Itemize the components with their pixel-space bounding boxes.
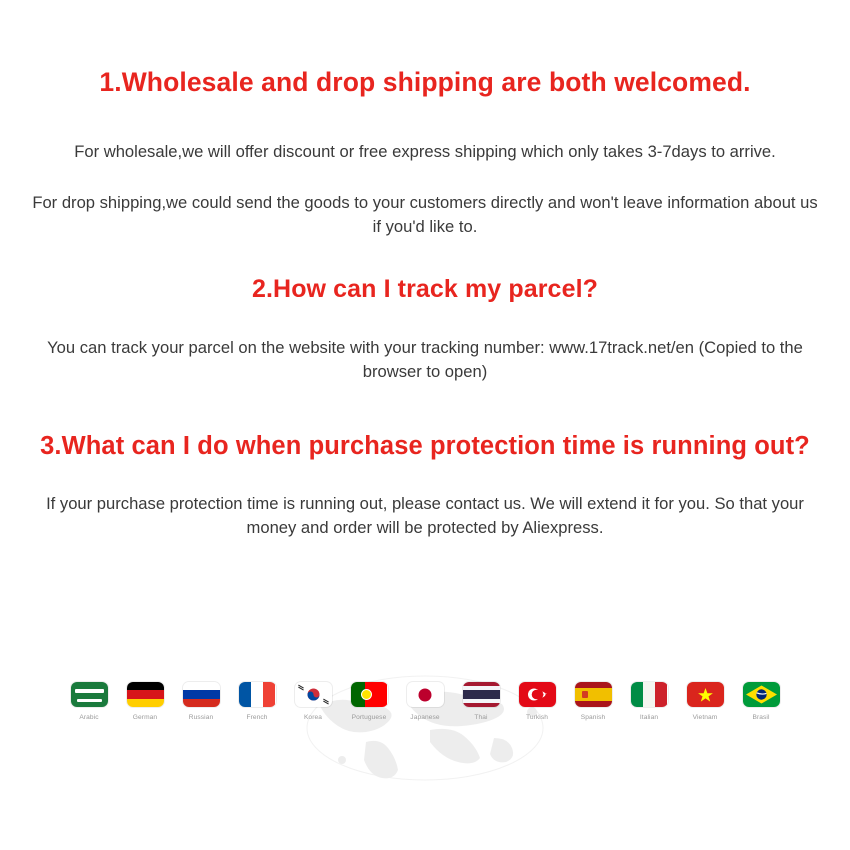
- language-item-japanese[interactable]: [404, 682, 446, 721]
- spacer: [22, 165, 828, 191]
- language-label: Spanish: [580, 714, 606, 721]
- language-item-spanish[interactable]: [572, 682, 614, 721]
- language-item-arabic[interactable]: [68, 682, 110, 721]
- faq-paragraph-2-1: You can track your parcel on the website with your tracking number: www.17track.net/en (Copied to the browser to open): [47, 338, 803, 382]
- language-item-portuguese[interactable]: [348, 682, 390, 721]
- faq-paragraph-1-1: For wholesale,we will offer discount or free express shipping which only takes 3-7days to arrive.: [74, 142, 776, 162]
- language-label: Italian: [639, 714, 659, 721]
- spacer: [22, 98, 828, 140]
- turkey-flag-icon: [519, 682, 556, 707]
- language-label: Thai: [474, 714, 488, 721]
- italy-flag-icon: [631, 682, 668, 707]
- language-label: German: [132, 714, 158, 721]
- language-label: Portuguese: [351, 714, 387, 721]
- language-label: Russian: [188, 714, 214, 721]
- faq-heading-1: 1.Wholesale and drop shipping are both welcomed.: [99, 67, 751, 97]
- south-korea-flag-icon: [295, 682, 332, 707]
- language-item-german[interactable]: [124, 682, 166, 721]
- germany-flag-icon: [127, 682, 164, 707]
- language-item-thai[interactable]: [460, 682, 502, 721]
- language-item-french[interactable]: [236, 682, 278, 721]
- vietnam-flag-icon: [687, 682, 724, 707]
- language-flags-strip: [0, 672, 850, 792]
- thailand-flag-icon: [463, 682, 500, 707]
- language-item-vietnam[interactable]: [684, 682, 726, 721]
- language-label: Turkish: [525, 714, 549, 721]
- spacer: [22, 462, 828, 492]
- language-label: Korea: [303, 714, 323, 721]
- portugal-flag-icon: [351, 682, 388, 707]
- language-label: French: [246, 714, 268, 721]
- language-item-brasil[interactable]: [740, 682, 782, 721]
- japan-flag-icon: [407, 682, 444, 707]
- russia-flag-icon: [183, 682, 220, 707]
- faq-paragraph-3-1: If your purchase protection time is running out, please contact us. We will extend it for you. So that your money and order will be protected by Aliexpress.: [46, 493, 804, 538]
- spacer: [22, 385, 828, 431]
- language-label: Arabic: [79, 714, 99, 721]
- language-label: Brasil: [752, 714, 770, 721]
- faq-paragraph-1-2: For drop shipping,we could send the goods to your customers directly and won't leave information about us if you'd like to.: [32, 192, 818, 237]
- language-label: Vietnam: [692, 714, 718, 721]
- spain-flag-icon: [575, 682, 612, 707]
- language-item-turkish[interactable]: [516, 682, 558, 721]
- language-label: Japanese: [410, 714, 440, 721]
- france-flag-icon: [239, 682, 276, 707]
- language-item-russian[interactable]: [180, 682, 222, 721]
- saudi-arabia-flag-icon: [71, 682, 108, 707]
- faq-heading-3: 3.What can I do when purchase protection time is running out?: [40, 431, 810, 460]
- flags-row: [0, 682, 850, 721]
- language-item-korea[interactable]: [292, 682, 334, 721]
- brazil-flag-icon: [743, 682, 780, 707]
- faq-heading-2: 2.How can I track my parcel?: [251, 274, 598, 303]
- spacer: [22, 304, 828, 336]
- language-item-italian[interactable]: [628, 682, 670, 721]
- spacer: [22, 240, 828, 274]
